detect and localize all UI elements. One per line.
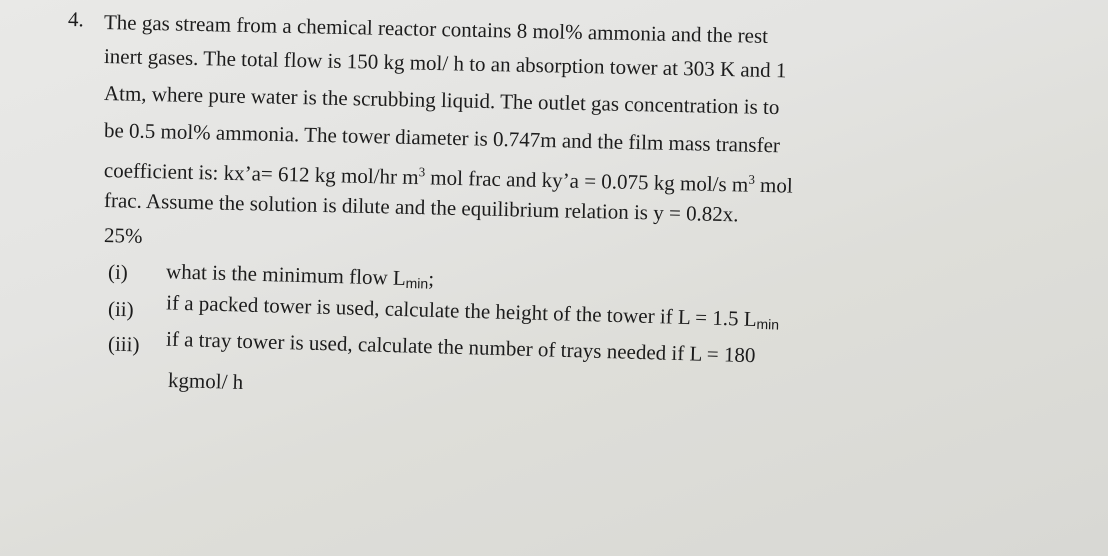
part-label-ii: (ii)	[107, 296, 134, 322]
part-ii-sub: min	[756, 315, 780, 333]
part-i-suffix: ;	[427, 266, 435, 291]
superscript-b: 3	[748, 171, 756, 187]
question-number: 4.	[67, 7, 84, 32]
mass-transfer-text-c: mol	[754, 172, 793, 198]
part-label-i: (i)	[107, 259, 129, 285]
question-line-6: frac. Assume the solution is dilute and the equilibrium relation is y = 0.82x.	[103, 188, 739, 227]
part-i-sub: min	[405, 274, 429, 292]
question-line-1: The gas stream from a chemical reactor contains 8 mol% ammonia and the rest	[103, 10, 769, 48]
part-label-iii: (iii)	[107, 331, 140, 357]
question-line-4: be 0.5 mol% ammonia. The tower diameter is 0.747m and the film mass transfer	[103, 118, 781, 158]
superscript-a: 3	[418, 164, 426, 180]
part-text-iii: if a tray tower is used, calculate the number of trays needed if L = 180	[165, 326, 756, 368]
part-ii-body: if a packed tower is used, calculate the height of the tower if L = 1.5 L	[165, 290, 757, 331]
part-text-iii-continuation: kgmol/ h	[167, 367, 244, 395]
question-line-3: Atm, where pure water is the scrubbing liquid. The outlet gas concentration is to	[103, 81, 780, 120]
question-marks: 25%	[103, 223, 143, 248]
part-i-body: what is the minimum flow L	[165, 259, 407, 290]
question-line-2: inert gases. The total flow is 150 kg mol/ h to an absorption tower at 303 K and 1	[103, 44, 787, 83]
mass-transfer-text-a: coefficient is: kx’a= 612 kg mol/hr m	[103, 158, 419, 190]
mass-transfer-text-b: mol frac and ky’a = 0.075 kg mol/s m	[424, 165, 749, 197]
